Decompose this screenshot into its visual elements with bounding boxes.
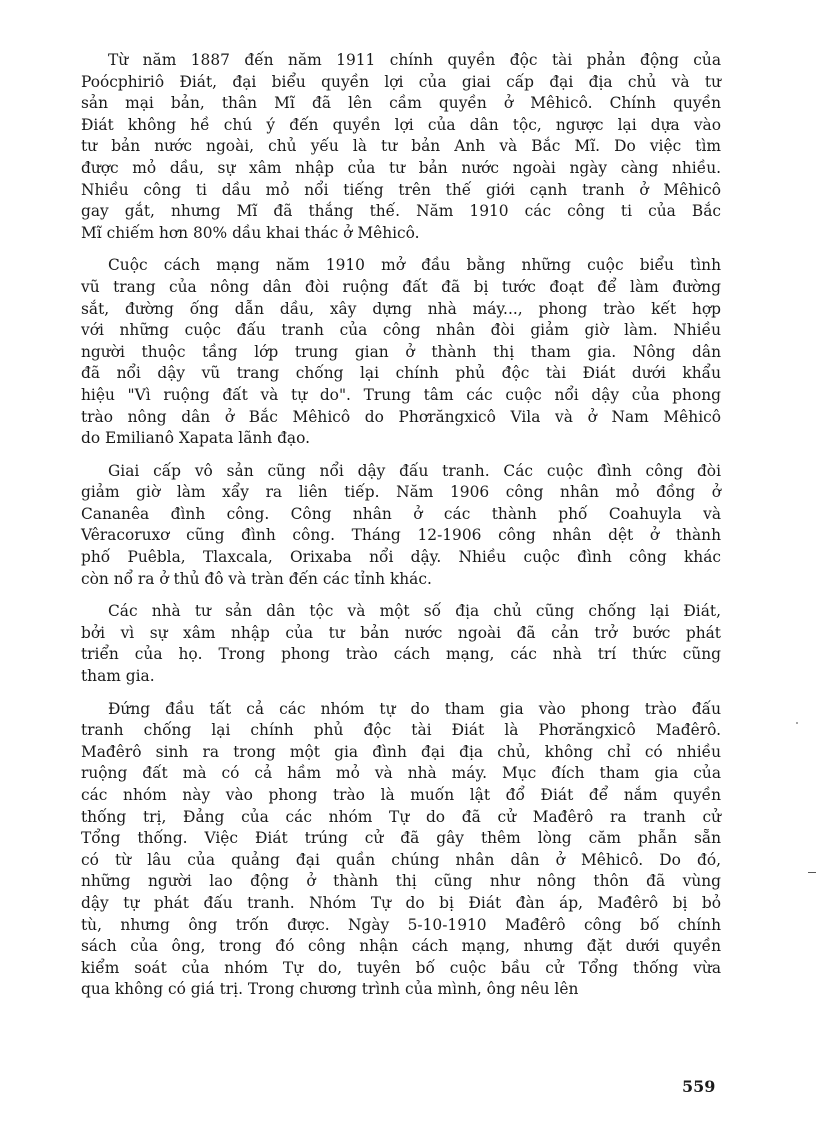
text-line: phố Puêbla, Tlaxcala, Orixaba nổi dậy. Nhiều cuộc đình công khác bbox=[81, 548, 721, 567]
scan-speck bbox=[796, 722, 798, 724]
text-line: dậy tự phát đấu tranh. Nhóm Tự do bị Điát đàn áp, Mađêrô bị bỏ bbox=[81, 893, 721, 912]
text-line: Tổng thống. Việc Điát trúng cử đã gây thêm lòng căm phẫn sẵn bbox=[81, 829, 721, 848]
text-line: sắt, đường ống dẫn dầu, xây dựng nhà máy..., phong trào kết hợp bbox=[81, 299, 721, 318]
text-line: tham gia. bbox=[81, 667, 155, 686]
text-line: Giai cấp vô sản cũng nổi dậy đấu tranh. Các cuộc đình công đòi bbox=[108, 461, 721, 480]
paragraph bbox=[81, 601, 721, 687]
text-line: giảm giờ làm xẩy ra liên tiếp. Năm 1906 công nhân mỏ đồng ở bbox=[81, 483, 721, 502]
paragraph bbox=[81, 461, 721, 591]
text-line: đã nổi dậy vũ trang chống lại chính phủ độc tài Điát dưới khẩu bbox=[81, 364, 721, 383]
text-line: Mađêrô sinh ra trong một gia đình đại địa chủ, không chỉ có nhiều bbox=[81, 742, 721, 761]
page-body bbox=[81, 50, 721, 1011]
text-line: Vêracoruxơ cũng đình công. Tháng 12-1906 công nhân dệt ở thành bbox=[81, 526, 721, 545]
text-line: Nhiều công ti dầu mỏ nổi tiếng trên thế giới cạnh tranh ở Mêhicô bbox=[81, 180, 721, 199]
text-line: kiểm soát của nhóm Tự do, tuyên bố cuộc bầu cử Tổng thống vừa bbox=[81, 958, 721, 977]
text-line: qua không có giá trị. Trong chương trình của mình, ông nêu lên bbox=[81, 980, 579, 999]
text-line: được mỏ dầu, sự xâm nhập của tư bản nước ngoài ngày càng nhiều. bbox=[81, 158, 721, 177]
text-line: với những cuộc đấu tranh của công nhân đòi giảm giờ làm. Nhiều bbox=[81, 321, 721, 340]
text-line: bởi vì sự xâm nhập của tư bản nước ngoài đã cản trở bước phát bbox=[81, 623, 721, 642]
text-line: Từ năm 1887 đến năm 1911 chính quyền độc tài phản động của bbox=[108, 51, 721, 69]
text-line: các nhóm này vào phong trào là muốn lật đổ Điát để nắm quyền bbox=[81, 786, 721, 804]
text-line: sách của ông, trong đó công nhận cách mạng, nhưng đặt dưới quyền bbox=[81, 937, 721, 956]
text-line: những người lao động ở thành thị cũng như nông thôn đã vùng bbox=[81, 872, 721, 891]
text-line: sản mại bản, thân Mĩ đã lên cầm quyền ở Mêhicô. Chính quyền bbox=[81, 94, 721, 113]
text-line: hiệu "Vì ruộng đất và tự do". Trung tâm các cuộc nổi dậy của phong bbox=[81, 385, 721, 404]
text-line: triển của họ. Trong phong trào cách mạng, các nhà trí thức cũng bbox=[81, 645, 721, 664]
page-number: 559 bbox=[682, 1077, 716, 1096]
text-line: tranh chống lại chính phủ độc tài Điát là Phơrăngxicô Mađêrô. bbox=[81, 721, 721, 740]
text-line: có từ lâu của quảng đại quần chúng nhân dân ở Mêhicô. Do đó, bbox=[81, 850, 721, 869]
text-line: tư bản nước ngoài, chủ yếu là tư bản Anh và Bắc Mĩ. Do việc tìm bbox=[81, 137, 721, 156]
text-line: ruộng đất mà có cả hầm mỏ và nhà máy. Mục đích tham gia của bbox=[81, 764, 721, 783]
text-line: Điát không hề chú ý đến quyền lợi của dân tộc, ngược lại dựa vào bbox=[81, 115, 721, 134]
margin-mark bbox=[808, 872, 816, 873]
text-line: tù, nhưng ông trốn được. Ngày 5-10-1910 Mađêrô công bố chính bbox=[81, 915, 721, 934]
text-line: Cuộc cách mạng năm 1910 mở đầu bằng những cuộc biểu tình bbox=[108, 256, 721, 275]
text-line: vũ trang của nông dân đòi ruộng đất đã bị tước đoạt để làm đường bbox=[81, 277, 721, 296]
text-line: thống trị, Đảng của các nhóm Tự do đã cử Mađêrô ra tranh cử bbox=[81, 807, 721, 826]
text-line: Các nhà tư sản dân tộc và một số địa chủ cũng chống lại Điát, bbox=[108, 602, 721, 621]
text-line: Đứng đầu tất cả các nhóm tự do tham gia vào phong trào đấu bbox=[108, 699, 721, 718]
text-line: người thuộc tầng lớp trung gian ở thành thị tham gia. Nông dân bbox=[81, 342, 721, 361]
text-line: còn nổ ra ở thủ đô và tràn đến các tỉnh khác. bbox=[81, 569, 432, 588]
paragraph bbox=[81, 50, 721, 244]
text-line: do Emilianô Xapata lãnh đạo. bbox=[81, 429, 310, 448]
text-line: Cananêa đình công. Công nhân ở các thành phố Coahuyla và bbox=[81, 504, 721, 523]
text-line: Mĩ chiếm hơn 80% dầu khai thác ở Mêhicô. bbox=[81, 223, 420, 242]
paragraph bbox=[81, 255, 721, 449]
text-line: trào nông dân ở Bắc Mêhicô do Phơrăngxicô Vila và ở Nam Mêhicô bbox=[81, 407, 721, 426]
paragraph bbox=[81, 699, 721, 1001]
text-line: Poócphiriô Điát, đại biểu quyền lợi của giai cấp đại địa chủ và tư bbox=[81, 72, 721, 91]
text-line: gay gắt, nhưng Mĩ đã thắng thế. Năm 1910 các công ti của Bắc bbox=[81, 202, 721, 221]
